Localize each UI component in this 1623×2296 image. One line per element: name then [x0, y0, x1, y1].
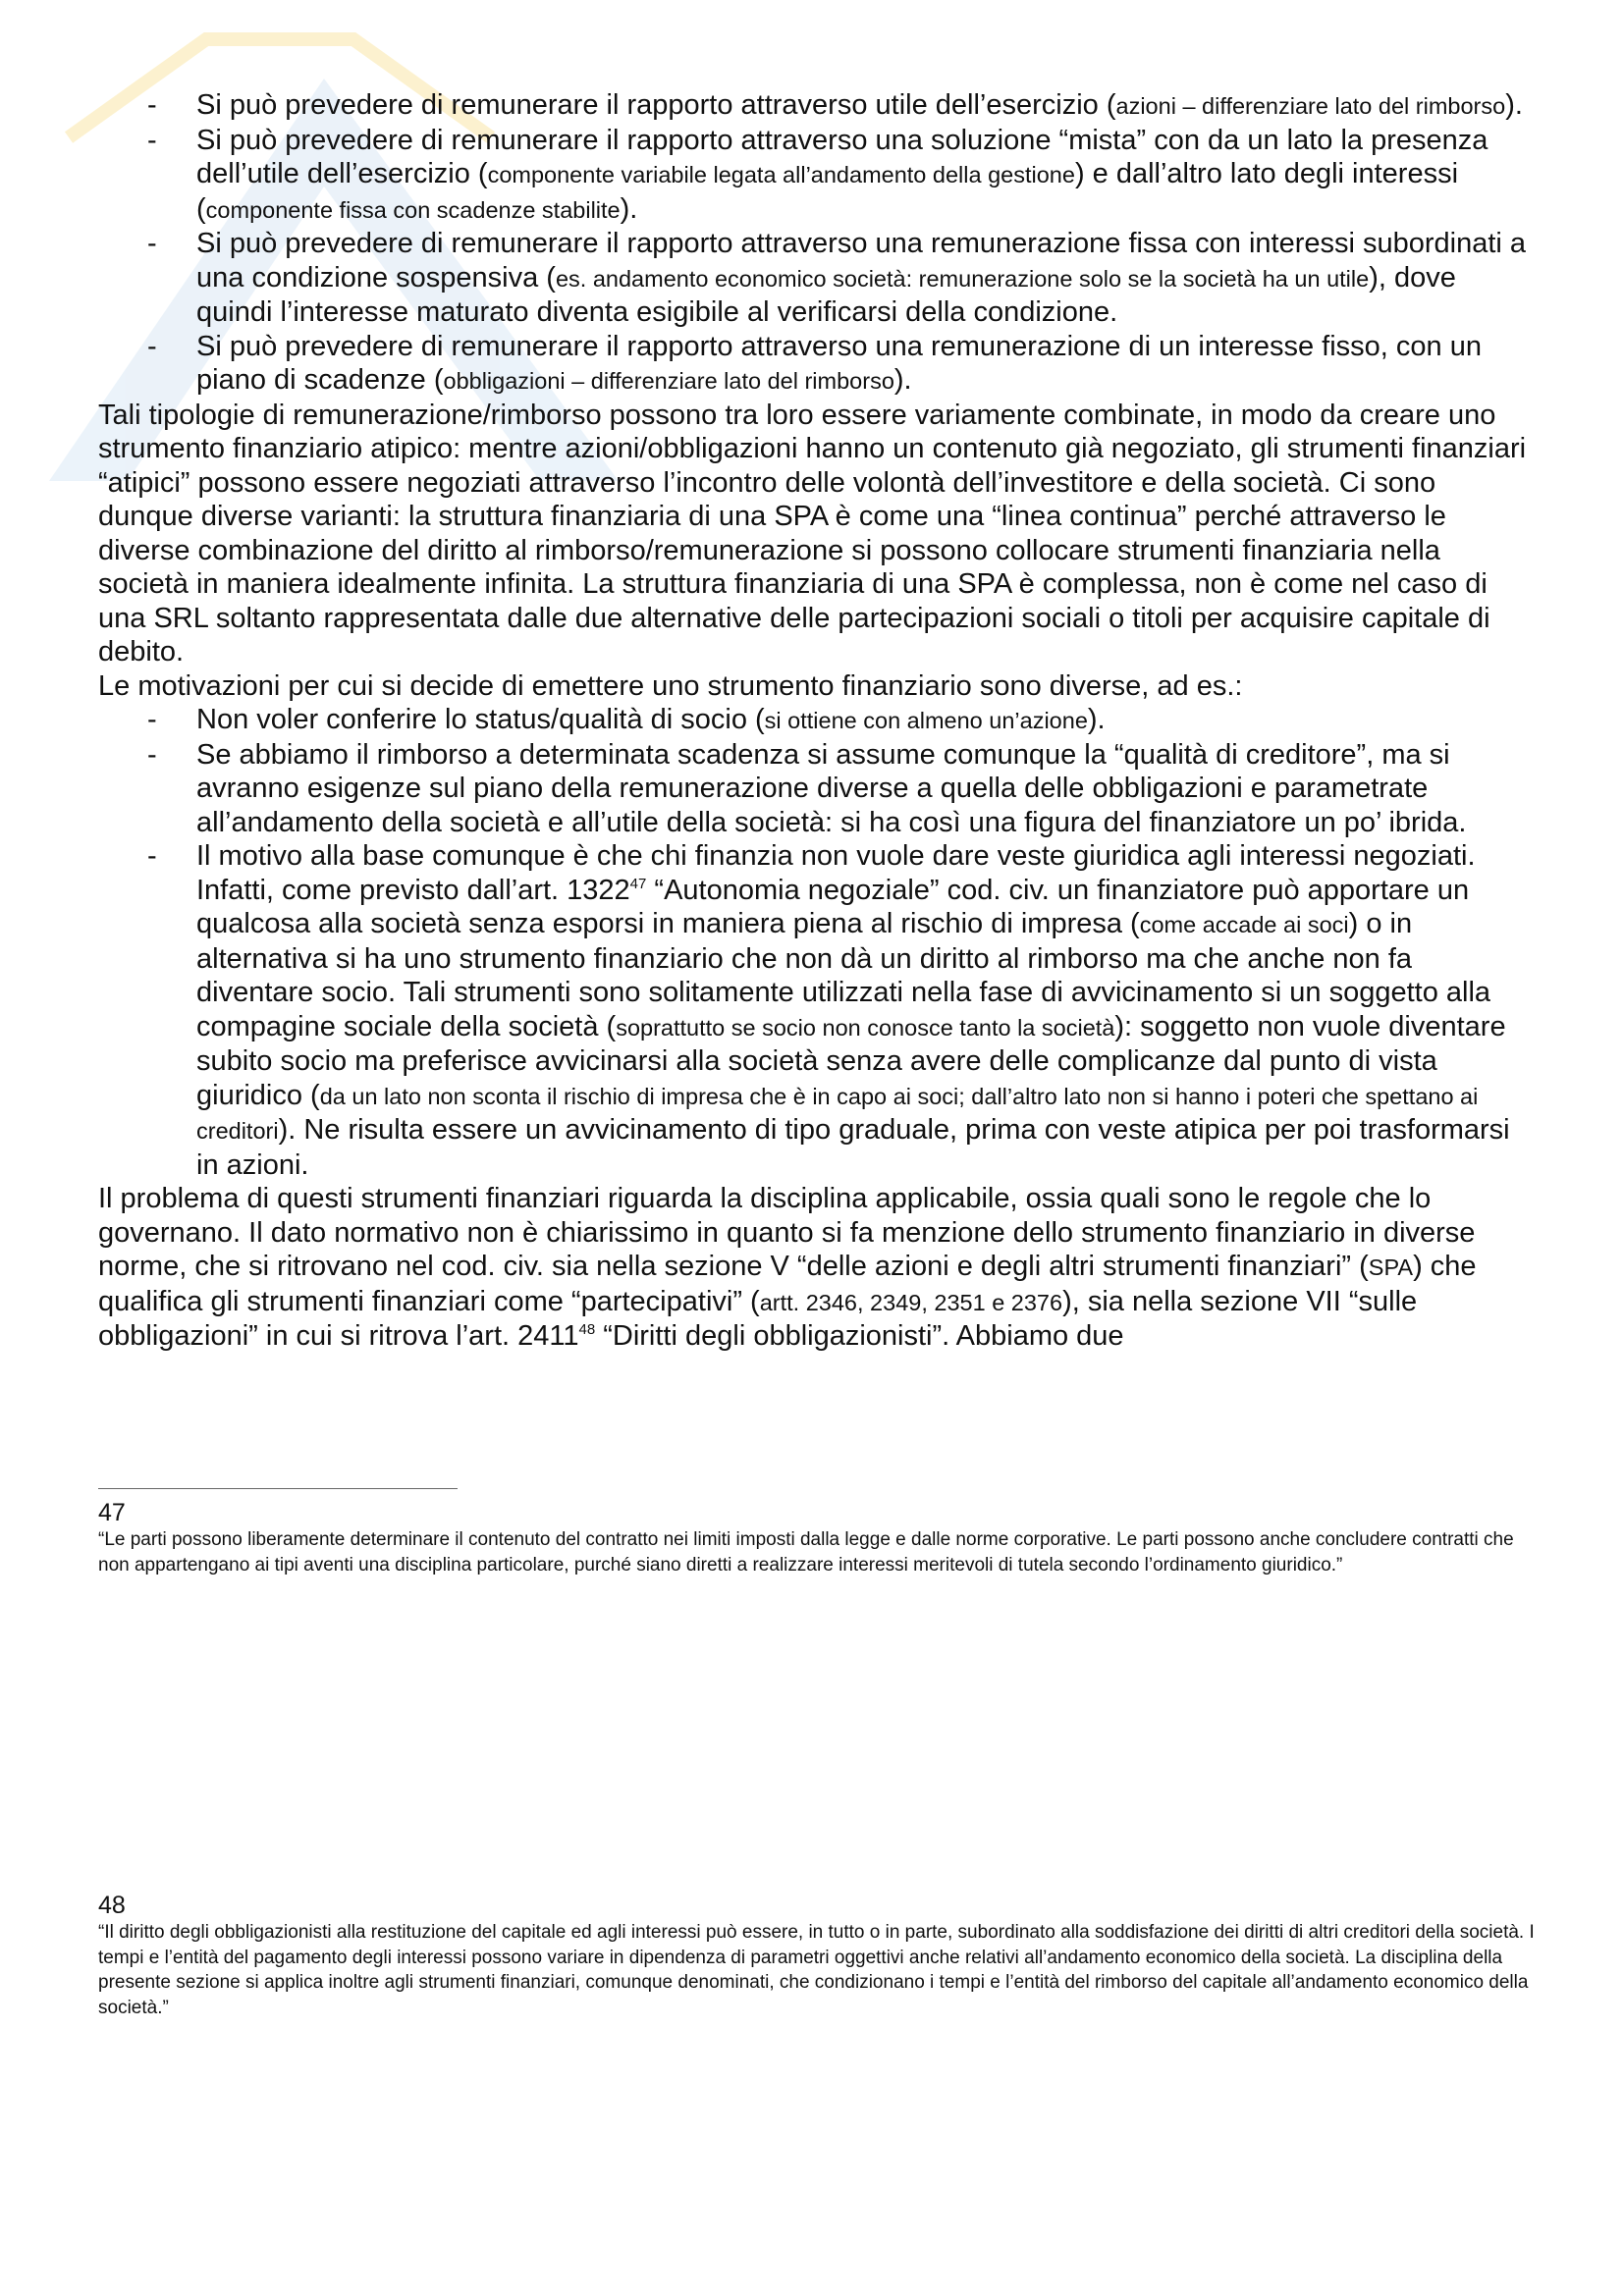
text-run: Si può prevedere di remunerare il rapporto attraverso una remunerazione di un interesse fisso, con un piano di scadenze ( [196, 330, 1482, 396]
footnote-number: 47 [98, 1499, 126, 1526]
text-run: Il motivo alla base comunque è che chi finanzia non vuole dare veste giuridica agli interessi negoziati. Infatti, come previsto dall’art. 1322 [196, 840, 1476, 906]
list-item [147, 738, 1532, 840]
text-run: “Autonomia negoziale” cod. civ. un finanziatore può apportare un qualcosa alla società senza esporsi in maniera piena al rischio di impresa ( [196, 874, 1470, 939]
text-run: ) che qualifica gli strumenti finanziari come “partecipativi” ( [98, 1251, 1477, 1317]
footnote-47 [98, 1498, 1542, 1577]
text-run: ): soggetto non vuole diventare subito socio ma preferisce avvicinarsi alla società senza avere delle complicanze dal punto di vista giuridico ( [196, 1010, 1506, 1111]
text-run: Non voler conferire lo status/qualità di socio ( [196, 704, 765, 735]
dash-bullet: - [147, 840, 157, 872]
text-run: ). [620, 192, 638, 225]
text-run: Si può prevedere di remunerare il rapporto attraverso una soluzione “mista” con da un lato la presenza dell’utile dell’esercizio ( [196, 124, 1488, 189]
list-item [147, 227, 1532, 330]
inline-note: azioni – differenziare lato del rimborso [1115, 93, 1506, 119]
dash-bullet: - [147, 704, 157, 735]
text-run: ), dove quindi l’interesse maturato diventa esigibile al verificarsi della condizione. [196, 261, 1456, 328]
footnote-text: “Il diritto degli obbligazionisti alla restituzione del capitale ed agli interessi può essere, in tutto o in parte, subordinato alla soddisfazione dei diritti di altri creditori della società. I tempi e l’entità del pagamento degli interessi possono variare in dipendenza di parametri oggettivi anche relativi all’andamento economico della società. La disciplina della presente sezione si applica inoltre agli strumenti finanziari, comunque denominati, che condizionano i tempi e l’entità del rimborso del capitale all’andamento economico della società.” [98, 1922, 1535, 2018]
bullet-list-motivations [98, 703, 1532, 1182]
paragraph-combinations: Tali tipologie di remunerazione/rimborso possono tra loro essere variamente combinate, in modo da creare uno strumento finanziario atipico: mentre azioni/obbligazioni hanno un contenuto già negoziato, gli strumenti finanziari “atipici” possono essere negoziati attraverso l’incontro delle volontà dell’investitore e della società. Ci sono dunque diverse varianti: la struttura finanziaria di una SPA è come una “linea continua” perché attraverso le diverse combinazione del diritto al rimborso/remunerazione si possono collocare strumenti finanziaria nella società in maniera idealmente infinita. La struttura finanziaria di una SPA è complessa, non è come nel caso di una SRL soltanto rappresentata dalle due alternative delle partecipazioni sociali o titoli per acquisire capitale di debito. [98, 399, 1527, 667]
text-run: Si può prevedere di remunerare il rapporto attraverso utile dell’esercizio ( [196, 89, 1116, 121]
inline-note: soprattutto se socio non conosce tanto la società [616, 1014, 1115, 1041]
inline-note: componente variabile legata all’andamento della gestione [487, 162, 1075, 187]
footnote-separator [98, 1488, 458, 1489]
list-item [147, 703, 1532, 738]
text-run: ) o in alternativa si ha uno strumento finanziario che non dà un diritto al rimborso ma che anche non fa diventare socio. Tali strumenti sono solitamente utilizzati nella fase di avvicinamento si un soggetto alla compagine sociale della società ( [196, 908, 1491, 1042]
footnote-48 [98, 1891, 1542, 2020]
inline-note: si ottiene con almeno un’azione [764, 708, 1088, 733]
text-run: ). [1505, 89, 1523, 121]
paragraph-discipline [98, 1182, 1532, 1354]
inline-note: componente fissa con scadenze stabilite [205, 196, 621, 223]
paragraph-motivations: Le motivazioni per cui si decide di emettere uno strumento finanziario sono diverse, ad es.: [98, 669, 1243, 702]
list-item [147, 839, 1532, 1182]
bullet-list-remuneration [98, 88, 1532, 399]
footnote-text: “Le parti possono liberamente determinare il contenuto del contratto nei limiti imposti dalla legge e dalle norme corporative. Le parti possono anche concludere contratti che non appartengano ai tipi aventi una disciplina particolare, purché siano diretti a realizzare interessi meritevoli di tutela secondo l’ordinamento giuridico.” [98, 1529, 1514, 1575]
inline-note: obbligazioni – differenziare lato del rimborso [443, 368, 894, 394]
list-item [147, 124, 1532, 228]
dash-bullet: - [147, 124, 157, 156]
text-run: Se abbiamo il rimborso a determinata scadenza si assume comunque la “qualità di creditore”, ma si avranno esigenze sul piano della remunerazione diverse a quella delle obbligazioni e parametrate all’andamento della società e all’utile della società: si ha così una figura del finanziatore un po’ ibrida. [196, 738, 1467, 838]
footnote-ref: 47 [629, 875, 647, 892]
inline-note: da un lato non sconta il rischio di impresa che è in capo ai soci; dall’altro lato non si hanno i poteri che spettano ai creditori [196, 1083, 1479, 1144]
inline-note: artt. 2346, 2349, 2351 e 2376 [759, 1289, 1063, 1315]
inline-note: SPA [1368, 1255, 1414, 1280]
dash-bullet: - [147, 330, 157, 362]
inline-note: come accade ai soci [1139, 912, 1349, 937]
dash-bullet: - [147, 228, 157, 259]
page-body [98, 88, 1532, 1354]
text-run: Il problema di questi strumenti finanziari riguarda la disciplina applicabile, ossia quali sono le regole che lo governano. Il dato normativo non è chiarissimo in quanto si fa menzione dello strumento finanziario in diverse norme, che si ritrovano nel cod. civ. sia nella sezione V “delle azioni e degli altri strumenti finanziari” ( [98, 1183, 1476, 1282]
inline-note: es. andamento economico società: remunerazione solo se la società ha un utile [555, 265, 1370, 292]
list-item [147, 330, 1532, 399]
dash-bullet: - [147, 738, 157, 771]
text-run: Si può prevedere di remunerare il rapporto attraverso una remunerazione fissa con interessi subordinati a una condizione sospensiva ( [196, 228, 1527, 294]
text-run: ). [1087, 704, 1106, 735]
footnote-ref: 48 [578, 1321, 596, 1338]
text-run: ). Ne risulta essere un avvicinamento di tipo graduale, prima con veste atipica per poi trasformarsi in azioni. [196, 1114, 1510, 1181]
text-run: ). [893, 364, 912, 396]
text-run: ) e dall’altro lato degli interessi ( [196, 158, 1459, 225]
list-item [147, 88, 1532, 124]
footnote-number: 48 [98, 1892, 126, 1919]
text-run: ), sia nella sezione VII “sulle obbligazioni” in cui si ritrova l’art. 2411 [98, 1285, 1418, 1352]
text-run: “Diritti degli obbligazionisti”. Abbiamo due [595, 1320, 1124, 1352]
dash-bullet: - [147, 89, 157, 121]
